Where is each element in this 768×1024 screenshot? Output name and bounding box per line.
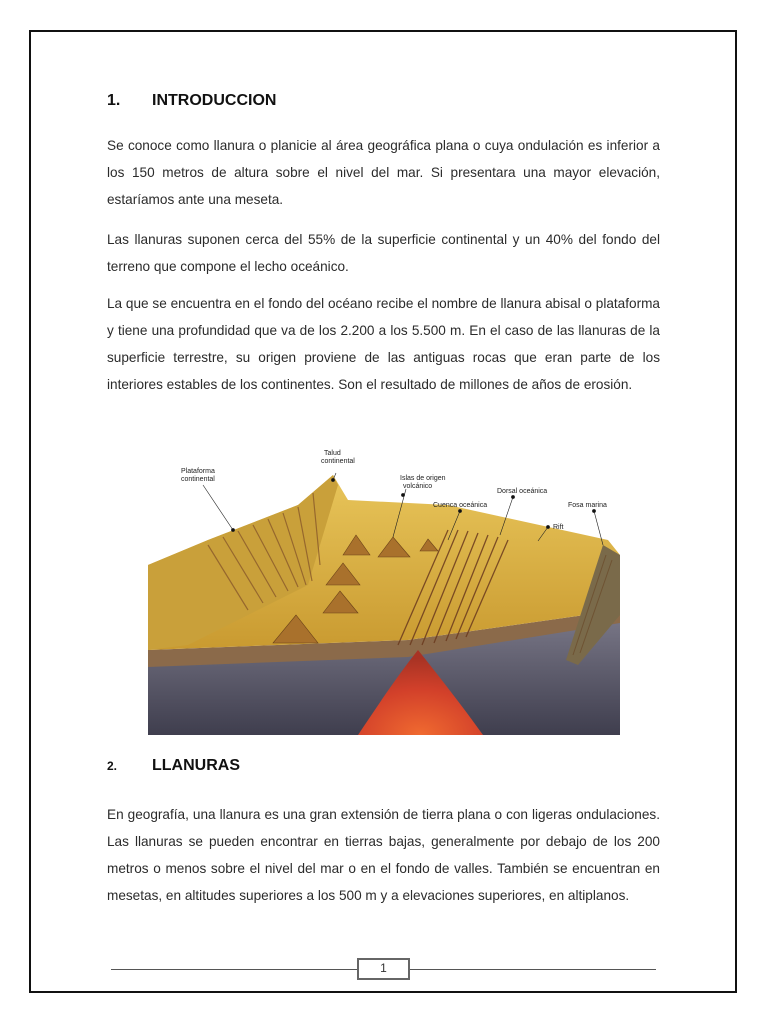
label-talud-1: Talud — [324, 450, 341, 457]
intro-paragraph-3: La que se encuentra en el fondo del océano recibe el nombre de llanura abisal o plataforma y tiene una profundidad que va de los 2.200 a los 5.500 m. En el caso de las llanuras de la superficie terrestre, su origen proviene de las antiguas rocas que eran parte de los interiores estables de los continentes. Son el resultado de millones de años de erosión. — [107, 296, 660, 392]
section-2-heading — [107, 757, 240, 775]
ocean-floor-diagram — [148, 445, 620, 735]
label-rift: Rift — [553, 524, 564, 531]
label-cuenca: Cuenca oceánica — [433, 502, 488, 509]
llanuras-paragraph-1: En geografía, una llanura es una gran extensión de tierra plana o con ligeras ondulaciones. Las llanuras se pueden encontrar en tierras bajas, generalmente por debajo de los 200 metros o menos sobre el nivel del mar o en el fondo de valles. También se encuentran en mesetas, en altitudes superiores a los 500 m y a elevaciones superiores, en altiplanos. — [107, 807, 660, 903]
section-2-title: LLANURAS — [152, 757, 240, 774]
section-1-number: 1. — [107, 92, 121, 109]
intro-paragraph-1: Se conoce como llanura o planicie al área geográfica plana o cuya ondulación es inferior a los 150 metros de altura sobre el nivel del mar. Si presentara una mayor elevación, estaríamos ante una meseta. — [107, 138, 660, 207]
label-fosa: Fosa marina — [568, 502, 607, 509]
label-islas-2: volcánico — [403, 483, 433, 490]
section-1-title: INTRODUCCION — [152, 92, 277, 109]
intro-paragraph-2: Las llanuras suponen cerca del 55% de la superficie continental y un 40% del fondo del terreno que compone el lecho oceánico. — [107, 232, 660, 274]
page-number: 1 — [357, 958, 410, 980]
footer-rule-right — [410, 969, 656, 970]
label-dorsal: Dorsal oceánica — [497, 488, 548, 495]
label-islas-1: Islas de origen — [400, 475, 446, 482]
footer-rule-left — [111, 969, 357, 970]
label-plataforma-2: continental — [181, 476, 215, 483]
section-2-number: 2. — [107, 759, 118, 773]
section-1-heading — [107, 92, 276, 110]
label-talud-2: continental — [321, 458, 355, 465]
label-plataforma-1: Plataforma — [181, 468, 215, 475]
